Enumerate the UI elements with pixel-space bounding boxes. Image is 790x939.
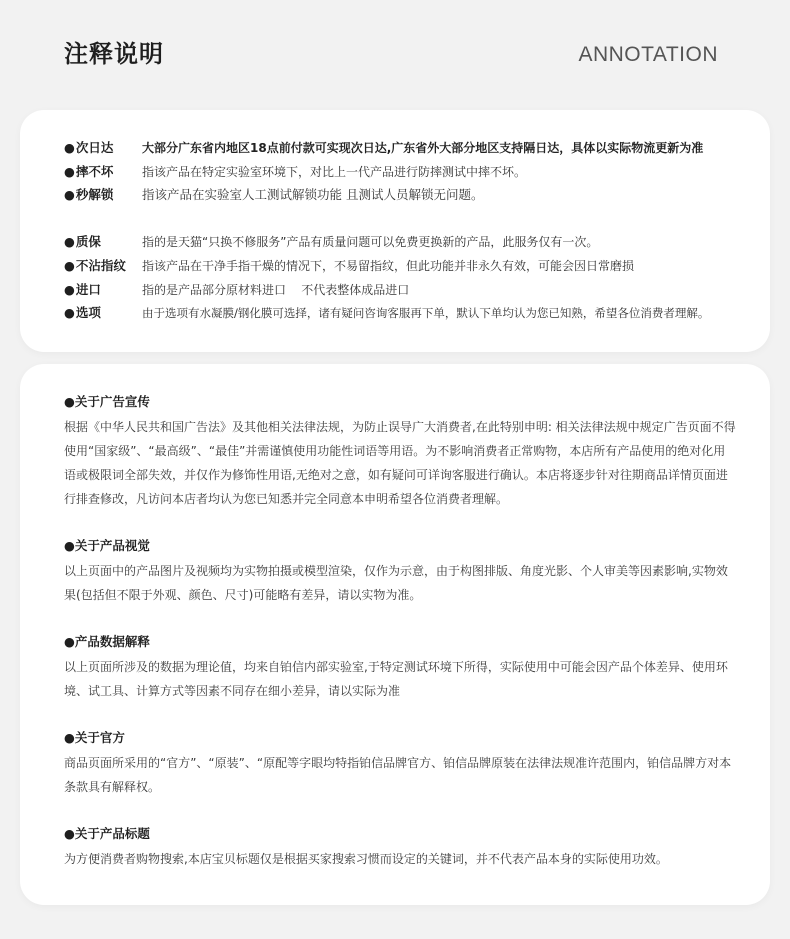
- bullet-icon: ●: [64, 634, 75, 649]
- term-row-next-day: [64, 139, 770, 157]
- term-desc: 指该产品在干净手指干燥的情况下，不易留指纹，但此功能并非永久有效，可能会因日常磨损: [142, 259, 635, 273]
- term-row-anti-fingerprint: [64, 257, 770, 275]
- term-row-quick-unlock: [64, 186, 770, 204]
- term-row-options: [64, 304, 770, 322]
- section-title: 关于官方: [74, 730, 125, 745]
- term-label: 秒解锁: [75, 187, 114, 202]
- section-product-title: [64, 825, 736, 871]
- term-desc: 指的是天猫“只换不修服务”产品有质量问题可以免费更换新的产品，此服务仅有一次。: [142, 235, 599, 249]
- term-label: 次日达: [75, 140, 114, 155]
- term-row-drop-proof: [64, 163, 770, 181]
- bullet-icon: ●: [64, 394, 75, 409]
- bullet-icon: ●: [64, 164, 75, 179]
- terms-card: [20, 110, 770, 352]
- bullet-icon: ●: [64, 187, 75, 202]
- bullet-icon: ●: [64, 305, 75, 320]
- section-body: 商品页面所采用的“官方”、“原装”、“原配等字眼均特指铂信品牌官方、铂信品牌原装在法律法规准许范围内，铂信品牌方对本条款具有解释权。: [64, 756, 732, 794]
- term-row-warranty: [64, 233, 770, 251]
- bullet-icon: ●: [64, 538, 75, 553]
- section-title: 产品数据解释: [74, 634, 150, 649]
- section-title: 关于广告宣传: [74, 394, 150, 409]
- bullet-icon: ●: [64, 826, 75, 841]
- section-body: 以上页面中的产品图片及视频均为实物拍摄或模型渲染，仅作为示意，由于构图排版、角度光影、个人审美等因素影响,实物效果(包括但不限于外观、颜色、尺寸)可能略有差异，请以实物为准。: [64, 564, 728, 602]
- term-label: 摔不坏: [75, 164, 114, 179]
- term-desc: 指该产品在实验室人工测试解锁功能 且测试人员解锁无问题。: [142, 187, 484, 202]
- term-desc: 指的是产品部分原材料进口 不代表整体成品进口: [142, 283, 410, 297]
- section-body: 为方便消费者购物搜索,本店宝贝标题仅是根据买家搜索习惯而设定的关键词，并不代表产品本身的实际使用功效。: [64, 852, 668, 866]
- bullet-icon: ●: [64, 282, 75, 297]
- section-body: 以上页面所涉及的数据为理论值，均来自铂信内部实验室,于特定测试环境下所得，实际使用中可能会因产品个体差异、使用环境、试工具、计算方式等因素不同存在细小差异，请以实际为准: [64, 660, 728, 698]
- section-title: 关于产品标题: [74, 826, 150, 841]
- term-desc: 大部分广东省内地区18点前付款可实现次日达,广东省外大部分地区支持隔日达，具体以实际物流更新为准: [142, 141, 704, 155]
- disclaimer-card: [20, 364, 770, 905]
- bullet-icon: ●: [64, 730, 75, 745]
- page-title: 注释说明: [64, 40, 164, 68]
- section-body: 根据《中华人民共和国广告法》及其他相关法律法规，为防止误导广大消费者,在此特别申明: 相关法律法规中规定广告页面不得使用“国家级”、“最高级”、“最佳”并需谨慎使用功能性词语等用语。为不影响消费者正常购物，本店所有产品使用的绝对化用语或极限词全部失效，并仅作为修饰性用语,无绝对之意，如有疑问可详询客服进行确认。本店将逐步针对往期商品详情页面进行排查修改，凡访问本店者均认为您已知悉并完全同意本申明希望各位消费者理解。: [64, 420, 736, 506]
- term-label: 选项: [75, 305, 101, 320]
- section-product-data: [64, 633, 736, 703]
- term-label: 不沾指纹: [75, 258, 126, 273]
- term-desc: 指该产品在特定实验室环境下，对比上一代产品进行防摔测试中摔不坏。: [142, 165, 527, 179]
- bullet-icon: ●: [64, 234, 75, 249]
- section-advertising: [64, 393, 736, 511]
- section-title: 关于产品视觉: [74, 538, 150, 553]
- section-official: [64, 729, 736, 799]
- page-subtitle: ANNOTATION: [578, 43, 718, 66]
- term-row-imported: [64, 281, 770, 299]
- term-desc: 由于选项有水凝膜/钢化膜可选择，诸有疑问咨询客服再下单，默认下单均认为您已知熟，希望各位消费者理解。: [142, 306, 710, 320]
- bullet-icon: ●: [64, 258, 75, 273]
- term-label: 进口: [75, 282, 101, 297]
- bullet-icon: ●: [64, 140, 75, 155]
- section-product-visual: [64, 537, 736, 607]
- term-label: 质保: [75, 234, 101, 249]
